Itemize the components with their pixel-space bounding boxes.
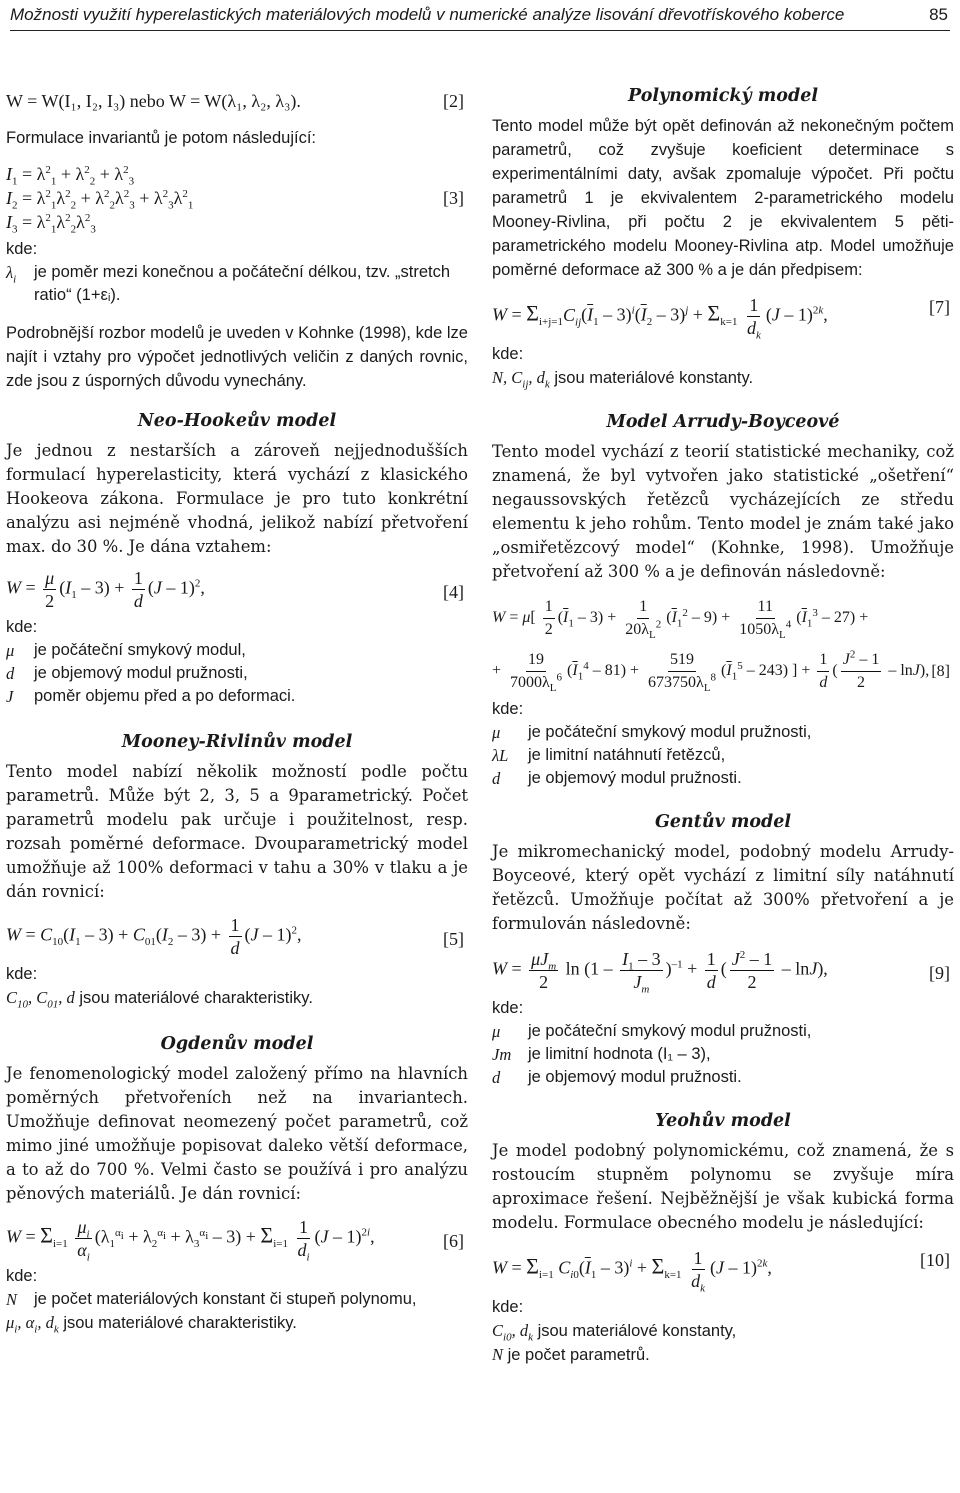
- equation-4: W = $\frac{\mu}{2}$ $(I_1 - 3)$ + $\frac{1}{d}$ (J – 1)$^2$, [4]: [6, 568, 464, 611]
- heading-gent: Gentův model: [654, 812, 792, 832]
- right-column: [492, 84, 954, 1367]
- equation-4-number: [4]: [443, 582, 464, 602]
- equation-6-number: [6]: [443, 1231, 464, 1251]
- heading-arruda-boyce: Model Arrudy-Boyceové: [606, 412, 840, 432]
- kde-label: kde:: [492, 700, 524, 718]
- paragraph-ogden: Je fenomenologický model založený přímo na hlavních poměrných přetvořeních než na invariantech. Umožňuje definovat neomezený počet parametrů, což mimo jiné umožňuje popisovat daleko větší deformace, a to až do 700 %. Velmi často se používá i pro analýzu pěnových materiálů. Je dán rovnicí:: [6, 1064, 468, 1203]
- kde-label: kde:: [6, 618, 38, 636]
- equation-8: W = μ[ $\frac{1}{2}$ $(\overline{I}_1 - 3)$ + $\frac{1}{20\lambda_L^2}$ $(\overline{I}_1^2 - 9)$ + $\frac{11}{1050\lambda_L^4}$ $(\overline{I}_1^3 - 27)$ + + $\frac{19}{7000\lambda_L^6}$ $(\overline{I}_1^4 - 81)$ + $\frac{519}{673750\lambda_L^8}$ $(\overline{I}_1^5 - 243)$ ] + $\frac{1}{d}$ ( $\frac{J^2 - 1}{2}$ – lnJ), [8]: [492, 598, 950, 695]
- heading-mooney-rivlin: Mooney-Rivlinův model: [121, 732, 353, 752]
- kde-label: kde:: [492, 345, 524, 363]
- ogden-definitions: kde: N je počet materiálových konstant či stupeň polynomu, $\mu_i$, $\alpha_i$, $d_k$ jsou materiálové charakteristiky.: [6, 1265, 468, 1335]
- mooney-rivlin-definitions: kde: $C_{10}$, $C_{01}$, d jsou materiálové charakteristiky.: [6, 963, 468, 1010]
- arruda-definitions: [492, 698, 954, 790]
- kde-label: kde:: [6, 965, 38, 983]
- gent-definitions: [492, 997, 954, 1089]
- equation-3: $I_1 = \lambda^2_1 + \lambda^2_2 + \lambda^2_3$ $I_2 = \lambda^2_1\lambda^2_2 + \lambda^2_2\lambda^2_3 + \lambda^2_3\lambda^2_1$ $I_3 = \lambda^2_1\lambda^2_2\lambda^2_3$ [3]: [6, 164, 464, 236]
- equation-10: $W = \Sigma_{i=1}$ $C_{i0}(\overline{I}_1 - 3)^i + \Sigma_{k=1}$ $\frac{1}{d_k}$ (J – 1)$^{2k}$, [10]: [492, 1248, 950, 1295]
- paragraph-neo-hooke: Je jednou z nestarších a zároveň nejjednodušších formulací hyperelasticity, která vychází z klasického Hookeova zákona. Formulace je pro tuto konkrétní analýzu asi nejméně vhodná, jelikož nabízí přetvoření max. do 30 %. Je dána vztahem:: [6, 441, 468, 556]
- kde-label: kde:: [6, 1267, 38, 1285]
- paragraph-yeoh: Je model podobný polynomickému, což znamená, že s rostoucím stupněm polynomu se zvyšuje míra aproximace řešení. Nejběžnější je však kubická forma modelu. Formulace obecného modelu je následující:: [492, 1141, 954, 1232]
- equation-2-text: W = W(I₁, I₂, I₃) nebo W = W(λ₁, λ₂, λ₃).: [6, 91, 301, 111]
- paragraph-kohnke: Podrobnější rozbor modelů je uveden v Kohnke (1998), kde lze najít i vztahy pro výpočet jednotlivých veličin z daných rovnic, zde jsou z úsporných důvodu vynechány.: [6, 324, 468, 390]
- equation-6: $W = \Sigma_{i=1}$ $\frac{\mu_i}{\alpha_i}$ $(\lambda_1^{\alpha_i} + \lambda_2^{\alpha_i} + \lambda_3^{\alpha_i} - 3) + \Sigma_{i=1}$ $\frac{1}{d_i}$ (J – 1)$^{2i}$, [6]: [6, 1217, 464, 1264]
- left-column: [6, 84, 468, 1335]
- def-text: je objemový modul pružnosti.: [528, 1068, 742, 1086]
- def-text: je objemový modul pružnosti.: [528, 769, 742, 787]
- paragraph-arruda-boyce: Tento model vychází z teorií statistické mechaniky, což znamená, že byl vytvořen jako statistické „ošetření“ negaussovských řetězců vycházejících ze středu elementu k jeho rohům. Tento model je znám také jako „osmiřetězcový model“ (Kohnke, 1998). Umožňuje přetvoření až 300 % a je definován následovně:: [492, 442, 954, 581]
- def-symbol: μ: [6, 641, 15, 660]
- heading-yeoh: Yeohův model: [655, 1111, 791, 1131]
- def-symbol: d: [6, 664, 15, 683]
- neo-hooke-definitions: [6, 616, 468, 708]
- kde-label: kde:: [492, 1298, 524, 1316]
- polynomial-definitions: kde: N, $C_{ij}$, $d_k$ jsou materiálové konstanty.: [492, 343, 954, 390]
- equation-7: $W = \Sigma_{i+j=1}C_{ij}(\overline{I}_1 - 3)^i(\overline{I}_2 - 3)^j + \Sigma_{k=1}$ $\frac{1}{d_k}$ (J – 1)$^{2k}$, [7]: [492, 295, 950, 342]
- heading-ogden: Ogdenův model: [160, 1034, 314, 1054]
- def-text: je počáteční smykový modul pružnosti,: [528, 723, 812, 741]
- def-text: jsou materiálové charakteristiky.: [79, 989, 313, 1007]
- equation-3-number: [3]: [443, 188, 464, 208]
- def-text: je počet materiálových konstant či stupeň polynomu,: [34, 1290, 417, 1308]
- def-symbol: d: [492, 1068, 501, 1087]
- invariants-intro: Formulace invariantů je potom následující:: [6, 129, 316, 147]
- def-text: je počáteční smykový modul,: [34, 641, 246, 659]
- def-text: jsou materiálové konstanty.: [554, 369, 754, 387]
- def-symbol: J: [6, 687, 14, 706]
- equation-5-number: [5]: [443, 929, 464, 949]
- kde-label: kde:: [492, 999, 524, 1017]
- def-text: jsou materiálové charakteristiky.: [63, 1314, 297, 1332]
- equation-10-number: [10]: [920, 1250, 950, 1270]
- yeoh-definitions: kde: $C_{i0}$, $d_k$ jsou materiálové konstanty, N je počet parametrů.: [492, 1296, 954, 1367]
- def-text: je počáteční smykový modul pružnosti,: [528, 1022, 812, 1040]
- lambda-definition: kde: $\lambda_i$ je poměr mezi konečnou a počáteční délkou, tzv. „stretch ratio“ (1+εᵢ).: [6, 238, 468, 307]
- def-symbol: d: [492, 769, 501, 788]
- page-number: 85: [929, 5, 948, 24]
- equation-7-number: [7]: [929, 297, 950, 317]
- def-text: je objemový modul pružnosti,: [34, 664, 248, 682]
- def-symbol: μ: [492, 1022, 501, 1041]
- def-symbol: μ: [492, 723, 501, 742]
- heading-neo-hooke: Neo-Hookeův model: [137, 411, 337, 431]
- equation-5: $W = C_{10}(I_1 - 3) + C_{01}(I_2 - 3)$ + $\frac{1}{d}$ (J – 1)$^2$, [5]: [6, 915, 464, 958]
- paragraph-polynomial: Tento model může být opět definován až nekonečným počtem parametrů, což zvyšuje koeficient determinace s experimentálními daty, avšak zpomaluje výpočet. Při počtu parametrů 1 je ekvivalentem 2-parametrického modelu Mooney-Rivlina, při počtu 2 je ekvivalentem 5 pěti-parametrického modelu Mooney-Rivlina atp. Model umožňuje poměrné deformace až 300 % a je dán předpisem:: [492, 117, 954, 279]
- def-symbol: λL: [492, 746, 509, 765]
- running-header: [10, 4, 950, 31]
- equation-8-number: [8]: [931, 663, 950, 680]
- equation-9-number: [9]: [929, 963, 950, 983]
- equation-2-number: [2]: [443, 91, 464, 111]
- paragraph-mooney-rivlin: Tento model nabízí několik možností podle počtu parametrů. Může být 2, 3, 5 a 9parametrický. Počet parametrů modelu pak určuje i použitelnost, resp. rozsah poměrné deformace. Dvouparametrický model umožňuje až 100% deformaci v tahu a 30% v tlaku a je dán rovnicí:: [6, 762, 468, 901]
- def-symbol: Jm: [492, 1045, 512, 1064]
- running-title: Možnosti využití hyperelastických materiálových modelů v numerické analýze lisování dřevotřískového koberce: [10, 5, 845, 24]
- paragraph-gent: Je mikromechanický model, podobný modelu Arrudy-Boyceové, který opět vychází z limitní síly natáhnutí řetězců. Umožňuje počítat až 300% přetvoření a je formulován následovně:: [492, 842, 954, 933]
- def-text: poměr objemu před a po deformaci.: [34, 687, 296, 705]
- def-text: je počet parametrů.: [507, 1346, 650, 1364]
- def-text: je limitní natáhnutí řetězců,: [528, 746, 726, 764]
- kde-label: kde:: [6, 240, 38, 258]
- equation-2: [6, 88, 468, 114]
- def-text: je limitní hodnota (I₁ – 3),: [528, 1045, 711, 1063]
- def-text: jsou materiálové konstanty,: [537, 1322, 737, 1340]
- equation-9: W = $\frac{\mu J_m}{2}$ ln (1 – $\frac{I_1 - 3}{J_m}$ )$^{-1}$ + $\frac{1}{d}$ ( $\frac{J^2 - 1}{2}$ – lnJ), [9]: [492, 949, 950, 996]
- heading-polynomial: Polynomický model: [628, 86, 818, 106]
- lambda-definition-text: je poměr mezi konečnou a počáteční délkou, tzv. „stretch ratio“ (1+εᵢ).: [34, 263, 451, 304]
